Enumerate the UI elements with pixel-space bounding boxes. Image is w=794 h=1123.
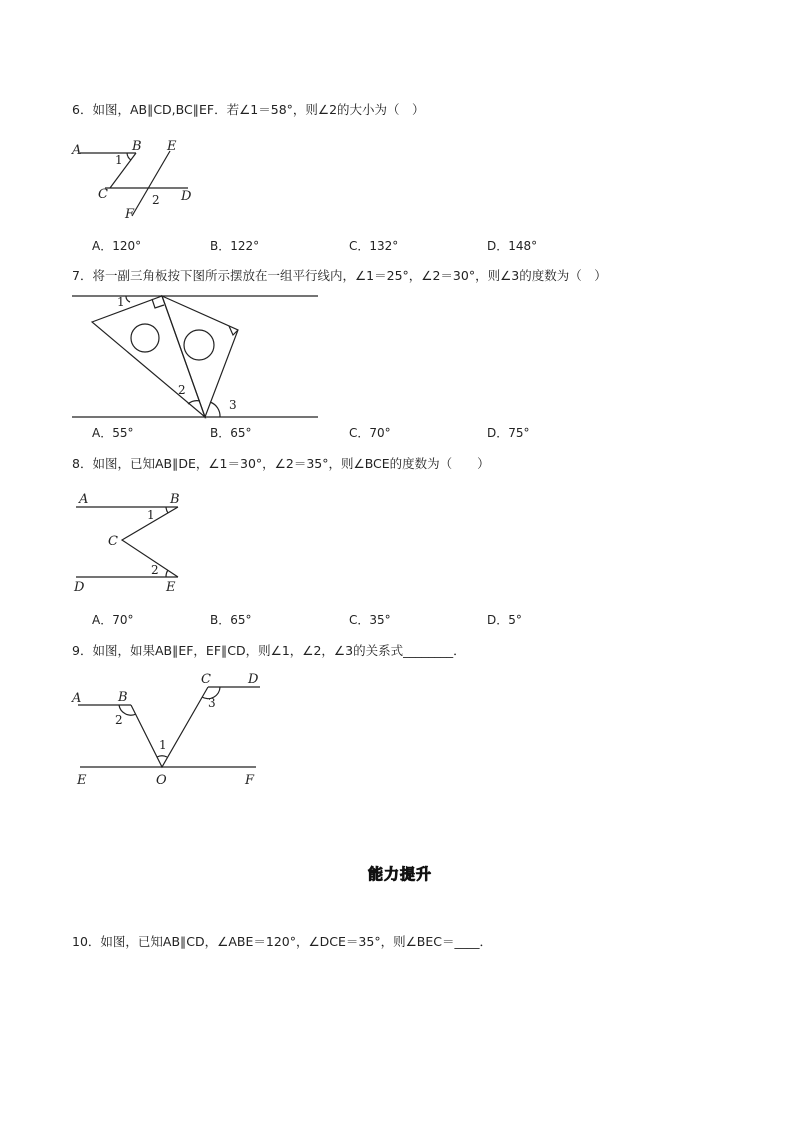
angle-3-arc bbox=[210, 402, 220, 417]
line-ef bbox=[132, 151, 170, 216]
label-f: F bbox=[125, 207, 135, 222]
question-7-option-b[interactable]: B．65° bbox=[210, 426, 252, 440]
question-9-stem: 9．如图，如果AB∥EF，EF∥CD，则∠1，∠2，∠3的关系式________． bbox=[72, 643, 466, 658]
question-9-figure bbox=[70, 668, 270, 790]
label-a: A bbox=[72, 691, 82, 706]
triangle-hole-right bbox=[184, 330, 214, 360]
question-6-option-d[interactable]: D．148° bbox=[487, 239, 538, 253]
angle-2-label: 2 bbox=[178, 383, 186, 397]
label-b: B bbox=[132, 139, 142, 154]
angle-2-arc bbox=[166, 570, 168, 577]
angle-1-label: 1 bbox=[117, 295, 125, 309]
line-bc bbox=[110, 153, 136, 188]
label-e: E bbox=[167, 139, 177, 154]
label-c: C bbox=[201, 672, 211, 687]
section-title: 能力提升 bbox=[368, 865, 433, 883]
question-8-option-b[interactable]: B．65° bbox=[210, 613, 252, 627]
angle-2-label: 2 bbox=[115, 713, 123, 727]
angle-3-label: 3 bbox=[229, 398, 237, 412]
question-8-option-d[interactable]: D．5° bbox=[487, 613, 522, 627]
label-a: A bbox=[79, 492, 89, 507]
question-8-figure bbox=[70, 488, 190, 596]
question-6-option-b[interactable]: B．122° bbox=[210, 239, 260, 253]
label-b: B bbox=[170, 492, 180, 507]
question-8-option-c[interactable]: C．35° bbox=[349, 613, 391, 627]
question-7-stem: 7．将一副三角板按下图所示摆放在一组平行线内，∠1＝25°，∠2＝30°，则∠3的度数为（ ） bbox=[72, 268, 607, 283]
question-10-stem: 10．如图，已知AB∥CD，∠ABE＝120°，∠DCE＝35°，则∠BEC＝____． bbox=[72, 934, 492, 949]
label-d: D bbox=[248, 672, 259, 687]
angle-1-arc bbox=[127, 153, 131, 160]
label-c: C bbox=[98, 187, 108, 202]
angle-1-label: 1 bbox=[147, 508, 155, 522]
label-e: E bbox=[166, 580, 176, 595]
angle-2-label: 2 bbox=[151, 563, 159, 577]
angle-1-arc bbox=[166, 507, 168, 513]
label-b: B bbox=[118, 690, 128, 705]
question-7-option-a[interactable]: A．55° bbox=[92, 426, 134, 440]
question-8-stem: 8．如图，已知AB∥DE，∠1＝30°，∠2＝35°，则∠BCE的度数为（ ） bbox=[72, 456, 490, 471]
question-6-option-a[interactable]: A．120° bbox=[92, 239, 142, 253]
angle-3-label: 3 bbox=[208, 696, 216, 710]
angle-1-label: 1 bbox=[115, 153, 123, 167]
label-a: A bbox=[72, 143, 82, 158]
question-8-option-a[interactable]: A．70° bbox=[92, 613, 134, 627]
angle-2-label: 2 bbox=[152, 193, 160, 207]
angle-1-label: 1 bbox=[159, 738, 167, 752]
label-o: O bbox=[156, 773, 167, 788]
right-angle-mark-1 bbox=[152, 299, 164, 308]
label-d: D bbox=[74, 580, 85, 595]
triangle-30-60-degree bbox=[162, 296, 238, 417]
angle-1-arc bbox=[157, 756, 167, 757]
question-7-option-c[interactable]: C．70° bbox=[349, 426, 391, 440]
angle-1-arc bbox=[126, 296, 130, 302]
question-6-stem: 6．如图，AB∥CD,BC∥EF．若∠1＝58°，则∠2的大小为（ ） bbox=[72, 102, 425, 117]
question-7-figure bbox=[70, 288, 322, 422]
label-c: C bbox=[108, 534, 118, 549]
label-e: E bbox=[77, 773, 87, 788]
label-d: D bbox=[181, 189, 192, 204]
question-6-option-c[interactable]: C．132° bbox=[349, 239, 399, 253]
triangle-45-degree bbox=[92, 296, 205, 417]
label-f: F bbox=[245, 773, 255, 788]
line-boc bbox=[131, 687, 208, 767]
question-7-option-d[interactable]: D．75° bbox=[487, 426, 530, 440]
question-6-figure bbox=[70, 138, 200, 222]
triangle-hole-left bbox=[131, 324, 159, 352]
